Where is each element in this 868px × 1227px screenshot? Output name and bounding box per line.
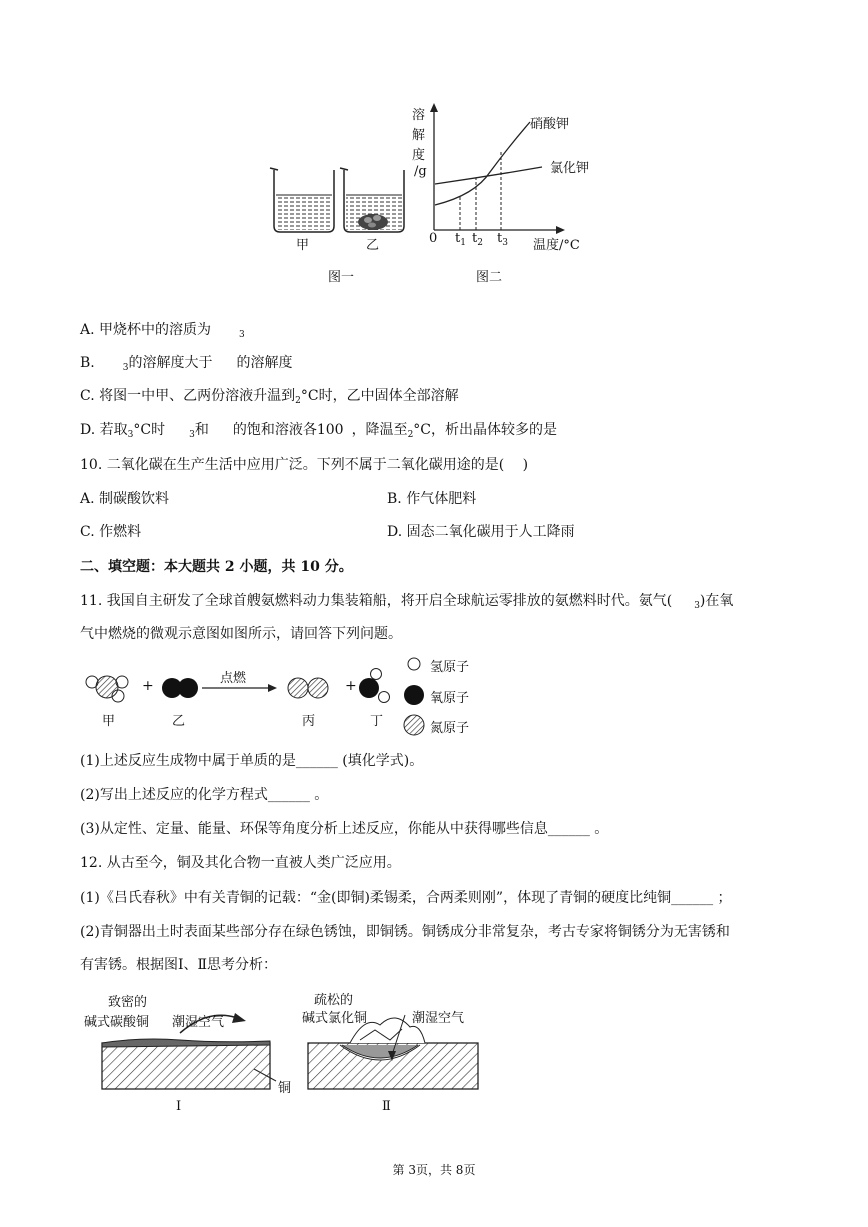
plus-sign-1: + bbox=[142, 678, 154, 694]
copper-rust-figure bbox=[80, 985, 500, 1120]
q9-option-d[interactable]: D. 若取$_3$°C时 $_3$和 的饱和溶液各100 ，降温至$_2$°C，析出晶体较多的是 bbox=[80, 422, 558, 440]
q12-sub2-line2: 有害锈。根据图Ⅰ、Ⅱ思考分析： bbox=[80, 957, 278, 973]
molecule-nitrogen bbox=[288, 678, 328, 698]
fig1-label-basic-copper-carbonate: 碱式碳酸铜 bbox=[84, 1015, 150, 1030]
q10-option-a[interactable]: A. 制碳酸饮料 bbox=[80, 491, 170, 507]
molecule-label-ding: 丁 bbox=[370, 714, 384, 729]
fig1-caption: 图一 bbox=[328, 270, 355, 285]
tick-t3: $t_3$ bbox=[497, 231, 508, 248]
q11-sub2: (2)写出上述反应的化学方程式______ 。 bbox=[80, 787, 329, 803]
fig2-caption: 图二 bbox=[476, 270, 503, 285]
molecule-label-bing: 丙 bbox=[302, 714, 316, 729]
q10-option-b[interactable]: B. 作气体肥料 bbox=[387, 491, 477, 507]
beaker-label-jia: 甲 bbox=[296, 238, 310, 253]
beaker-jia bbox=[270, 168, 334, 232]
fig2-caption: Ⅱ bbox=[382, 1099, 391, 1114]
molecule-oxygen bbox=[162, 678, 198, 698]
q10-stem: 10. 二氧化碳在生产生活中应用广泛。下列不属于二氧化碳用途的是( ) bbox=[80, 457, 529, 473]
q11-sub1: (1)上述反应生成物中属于单质的是______ (填化学式)。 bbox=[80, 753, 424, 769]
y-axis-label-2: 解 bbox=[412, 128, 426, 143]
curve-potassium-chloride bbox=[435, 167, 542, 184]
tick-t1: $t_1$ bbox=[455, 231, 466, 248]
q11-stem-line2: 气中燃烧的微观示意图如图所示，请回答下列问题。 bbox=[80, 626, 402, 642]
q10-option-c[interactable]: C. 作燃料 bbox=[80, 524, 142, 540]
q9-option-a[interactable]: A. 甲烧杯中的溶质为 $_3$ bbox=[80, 322, 245, 340]
legend-oxygen: 氧原子 bbox=[430, 691, 470, 706]
legend-nitrogen: 氮原子 bbox=[430, 721, 470, 736]
q11-sub3: (3)从定性、定量、能量、环保等角度分析上述反应，你能从中获得哪些信息______ 。 bbox=[80, 821, 609, 837]
panel-two-copper bbox=[308, 1015, 478, 1089]
section-title: 二、填空题：本大题共 2 小题，共 10 分。 bbox=[80, 559, 353, 575]
molecule-ammonia bbox=[86, 676, 128, 702]
q12-sub2-line1: (2)青铜器出土时表面某些部分存在绿色锈蚀，即铜锈。铜锈成分非常复杂，考古专家将铜锈分为无害锈和 bbox=[80, 924, 730, 940]
molecule-label-jia: 甲 bbox=[102, 714, 116, 729]
beaker-label-yi: 乙 bbox=[366, 238, 380, 253]
fig1-label-copper: 铜 bbox=[278, 1081, 292, 1096]
y-axis-label-4: /g bbox=[414, 164, 427, 179]
fig2-label-moist-air: 潮湿空气 bbox=[412, 1011, 465, 1026]
fig1-label-dense: 致密的 bbox=[108, 995, 148, 1010]
beaker-yi bbox=[340, 168, 404, 232]
curve-label-kcl: 氯化钾 bbox=[550, 161, 590, 176]
q9-option-c[interactable]: C. 将图一中甲、乙两份溶液升温到$_2$°C时，乙中固体全部溶解 bbox=[80, 388, 459, 406]
q12-stem: 12. 从古至今，铜及其化合物一直被人类广泛应用。 bbox=[80, 855, 401, 871]
plus-sign-2: + bbox=[345, 678, 357, 694]
solubility-figure bbox=[260, 100, 610, 290]
legend-hydrogen: 氢原子 bbox=[430, 660, 470, 675]
x-axis-label: 温度/°C bbox=[533, 238, 580, 253]
q11-stem-line1: 11. 我国自主研发了全球首艘氨燃料动力集装箱船，将开启全球航运零排放的氨燃料时代。氨气( $_3$)在氧 bbox=[80, 593, 734, 611]
q9-option-b[interactable]: B. $_3$的溶解度大于 的溶解度 bbox=[80, 355, 293, 373]
curve-potassium-nitrate bbox=[435, 122, 530, 205]
arrow-label-ignite: 点燃 bbox=[220, 671, 247, 686]
axis-origin: 0 bbox=[429, 231, 438, 246]
y-axis-label-1: 溶 bbox=[412, 108, 426, 123]
fig1-caption: Ⅰ bbox=[176, 1099, 182, 1114]
fig2-label-loose: 疏松的 bbox=[314, 993, 354, 1008]
tick-t2: $t_2$ bbox=[472, 231, 483, 248]
q10-option-d[interactable]: D. 固态二氧化碳用于人工降雨 bbox=[387, 524, 575, 540]
y-axis-label-3: 度 bbox=[412, 148, 426, 163]
page-footer: 第 3页，共 8页 bbox=[392, 1163, 476, 1177]
molecule-water bbox=[359, 669, 390, 703]
curve-label-kno3: 硝酸钾 bbox=[530, 117, 570, 132]
q12-sub1: (1)《吕氏春秋》中有关青铜的记载：“金(即铜)柔锡柔，合两柔则刚”，体现了青铜的硬度比纯铜______ ； bbox=[80, 890, 732, 906]
molecule-label-yi: 乙 bbox=[172, 714, 186, 729]
reaction-diagram bbox=[80, 650, 500, 740]
fig1-label-moist-air: 潮湿空气 bbox=[172, 1015, 225, 1030]
fig2-label-basic-copper-chloride: 碱式氯化铜 bbox=[302, 1011, 368, 1026]
